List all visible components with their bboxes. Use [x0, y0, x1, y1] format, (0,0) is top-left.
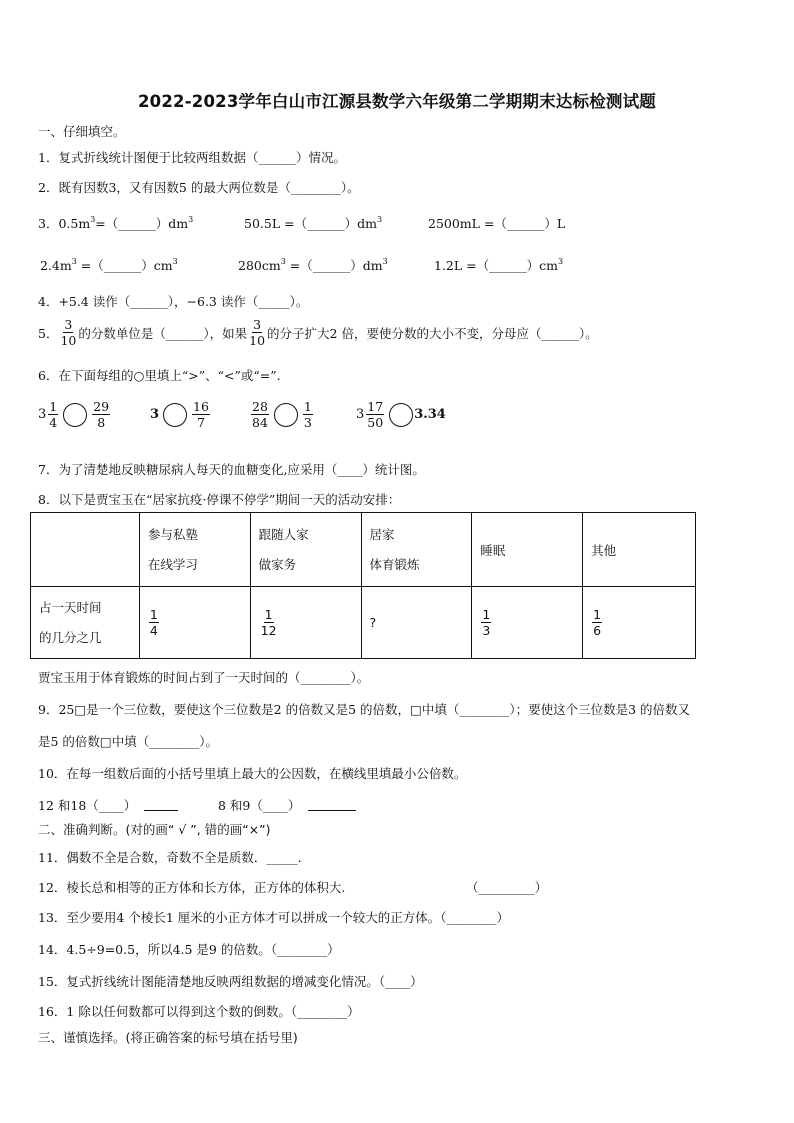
question-9-line-2: 是5 的倍数□中填（________）。 [38, 734, 218, 749]
table-cell: $\frac{1}{6}$ [583, 587, 696, 659]
question-10-b: 8 和9（____） [218, 796, 356, 814]
compare-item-4: 3 $\frac{17}{50}$ 3.34 [356, 399, 446, 431]
page-title: 2022-2023学年白山市江源县数学六年级第二学期期末达标检测试题 [138, 92, 656, 111]
section-heading-2: 二、准确判断。(对的画“ √ ”, 错的画“×”) [38, 822, 271, 837]
question-9-line-1: 9．25□是一个三位数，要使这个三位数是2 的倍数又是5 的倍数，□中填（________）；要使这个三位数是3 的倍数又 [38, 702, 691, 717]
compare-circle[interactable] [274, 403, 298, 427]
question-14: 14．4.5÷9=0.5，所以4.5 是9 的倍数。（________） [38, 942, 340, 957]
compare-circle[interactable] [389, 403, 413, 427]
question-12-blank[interactable]: （_________） [466, 880, 548, 895]
question-11: 11．偶数不全是合数，奇数不全是质数．_____. [38, 850, 302, 865]
answer-line[interactable] [144, 798, 178, 811]
compare-item-1: 3 $\frac{1}{4}$ $\frac{29}{8}$ [38, 399, 110, 431]
fraction-3-10: $\frac{3}{10}$ [249, 317, 266, 349]
question-2: 2．既有因数3，又有因数5 的最大两位数是（________）。 [38, 180, 360, 195]
table-cell: ? [361, 587, 472, 659]
table-cell: $\frac{1}{3}$ [472, 587, 583, 659]
question-3-f: $1.2L =(\_\_\_\_\_\_)cm^3$ [434, 257, 564, 273]
question-3-a: 3．$0.5m^3=(\_\_\_\_\_\_)dm^3$ [38, 215, 194, 231]
section-heading-1: 一、仔细填空。 [38, 124, 126, 139]
question-3-c: 2500mL =（______）L [428, 216, 566, 231]
table-corner-cell [31, 513, 140, 587]
table-header-row [31, 513, 696, 587]
section-heading-3: 三、谨慎选择。(将正确答案的标号填在括号里) [38, 1030, 298, 1045]
table-header-cell: 其他 [583, 513, 696, 587]
table-row [31, 587, 696, 659]
table-cell: $\frac{1}{12}$ [250, 587, 361, 659]
table-header-cell: 睡眠 [472, 513, 583, 587]
question-3-b: $50.5L =(\_\_\_\_\_\_)dm^3$ [244, 215, 383, 231]
compare-item-2: 3 $\frac{16}{7}$ [150, 399, 209, 431]
table-cell: $\frac{1}{4}$ [139, 587, 250, 659]
answer-line[interactable] [308, 798, 356, 811]
activity-table [30, 512, 696, 659]
question-1: 1．复式折线统计图便于比较两组数据（______）情况。 [38, 150, 346, 165]
question-8-followup: 贾宝玉用于体育锻炼的时间占到了一天时间的（________）。 [38, 670, 370, 685]
question-7: 7．为了清楚地反映糖尿病人每天的血糖变化,应采用（____）统计图。 [38, 462, 425, 477]
table-header-cell: 参与私塾 在线学习 [139, 513, 250, 587]
question-3-d: $2.4m^3$ $=(\_\_\_\_\_\_)cm^3$ [40, 257, 178, 273]
question-16: 16．1 除以任何数都可以得到这个数的倒数。（________） [38, 1004, 360, 1019]
question-15: 15．复式折线统计图能清楚地反映两组数据的增减变化情况。（____） [38, 974, 423, 989]
compare-circle[interactable] [63, 403, 87, 427]
question-10: 10．在每一组数后面的小括号里填上最大的公因数，在横线里填最小公倍数。 [38, 766, 467, 781]
compare-circle[interactable] [163, 403, 187, 427]
table-row-label: 占一天时间 的几分之几 [31, 587, 140, 659]
question-3-e: $280cm^3$ $=(\_\_\_\_\_\_)dm^3$ [238, 257, 388, 273]
question-12: 12．棱长总和相等的正方体和长方体，正方体的体积大. [38, 880, 346, 895]
compare-item-3: $\frac{28}{84}$ $\frac{1}{3}$ [252, 399, 312, 431]
question-13: 13．至少要用4 个棱长1 厘米的小正方体才可以拼成一个较大的正方体。（________） [38, 910, 510, 925]
question-10-a: 12 和18（____） [38, 796, 178, 814]
fraction-3-10: $\frac{3}{10}$ [60, 317, 77, 349]
question-5: 5． $\frac{3}{10}$ 的分数单位是（______），如果 $\frac{3}{10}$ 的分子扩大2 倍，要使分数的大小不变，分母应（______）。 [38, 317, 598, 349]
question-4: 4．+5.4 读作（______），−6.3 读作（_____）。 [38, 294, 309, 309]
table-header-cell: 居家 体育锻炼 [361, 513, 472, 587]
question-8: 8．以下是贾宝玉在“居家抗疫·停课不停学”期间一天的活动安排： [38, 492, 401, 507]
table-header-cell: 跟随人家 做家务 [250, 513, 361, 587]
question-6: 6．在下面每组的○里填上“>”、“<”或“=”. [38, 368, 281, 383]
